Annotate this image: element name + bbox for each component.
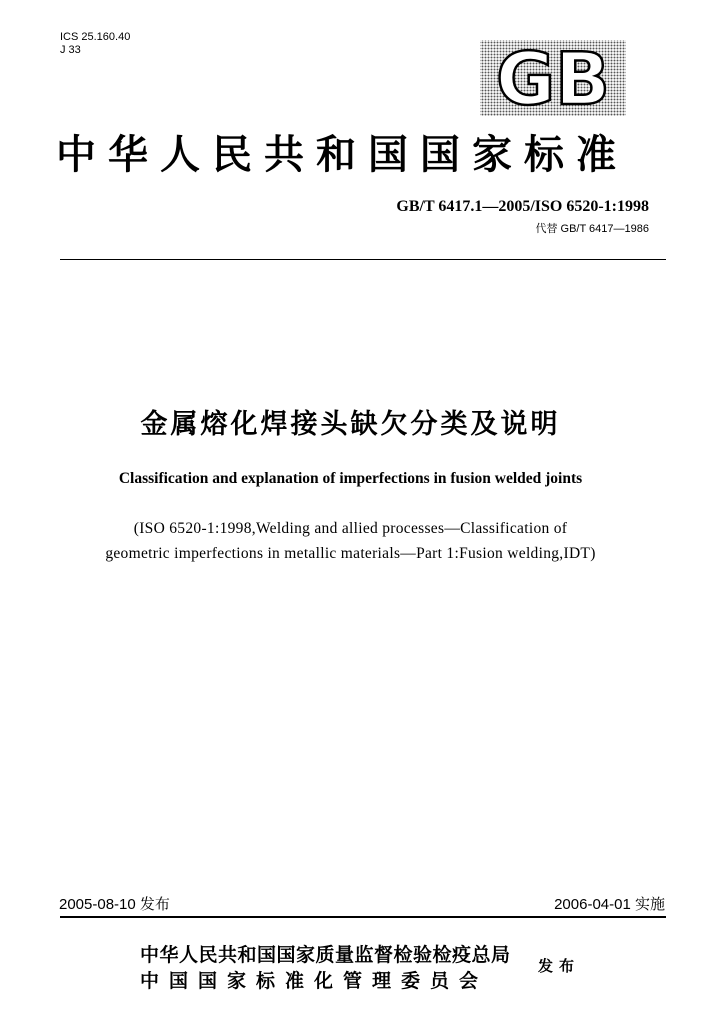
bottom-divider xyxy=(60,916,666,918)
gb-logo-graphic xyxy=(478,38,628,118)
standard-number: GB/T 6417.1—2005/ISO 6520-1:1998 xyxy=(396,198,649,215)
national-standard-title: 中华人民共和国国家标准 xyxy=(56,131,628,178)
replaces-standard: 代替 GB/T 6417—1986 xyxy=(535,223,649,235)
ccs-code: J 33 xyxy=(60,44,81,56)
document-title-en: Classification and explanation of imperfections in fusion welded joints xyxy=(118,470,583,487)
issuer-aqsiq: 中华人民共和国国家质量监督检验检疫总局 xyxy=(140,944,511,966)
publish-label: 发布 xyxy=(538,957,581,975)
gb-logo-letters: GB xyxy=(496,38,610,118)
top-divider xyxy=(60,259,666,260)
iso-reference-line-2: geometric imperfections in metallic materials—Part 1:Fusion welding,IDT) xyxy=(105,545,596,562)
implementation-date: 2006-04-01 实施 xyxy=(554,896,665,913)
issue-date: 2005-08-10 发布 xyxy=(59,896,170,913)
issuer-sac: 中国国家标准化管理委员会 xyxy=(140,970,489,992)
gb-logo xyxy=(478,38,628,118)
ics-code: ICS 25.160.40 xyxy=(60,31,131,43)
iso-reference-line-1: (ISO 6520-1:1998,Welding and allied processes—Classification of xyxy=(133,520,568,537)
document-title-cn: 金属熔化焊接头缺欠分类及说明 xyxy=(140,409,561,440)
